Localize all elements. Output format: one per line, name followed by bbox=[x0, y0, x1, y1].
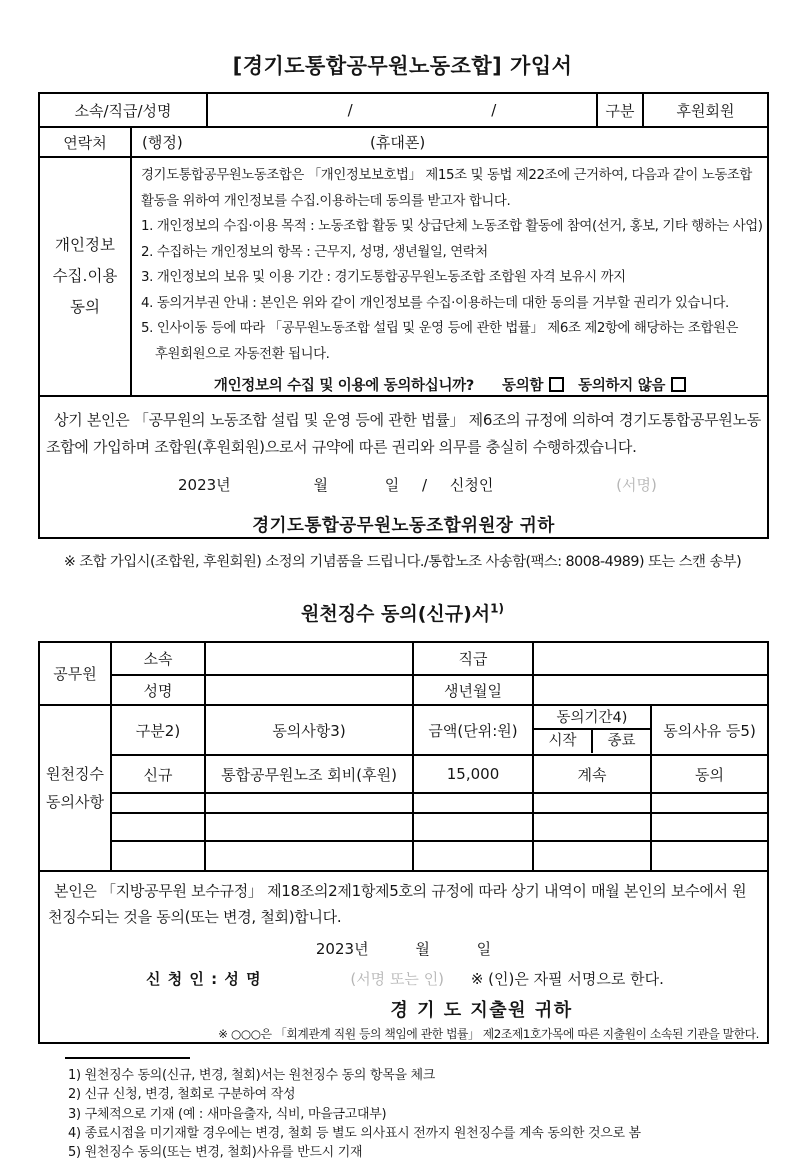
period-input-cell[interactable] bbox=[533, 813, 651, 841]
day-field[interactable]: 일 bbox=[476, 940, 492, 958]
amount-input-cell[interactable] bbox=[413, 793, 533, 813]
withholding-data-row bbox=[39, 755, 768, 793]
month-field[interactable]: 월 bbox=[313, 476, 328, 494]
consent-item-input-cell[interactable] bbox=[205, 841, 413, 871]
privacy-item-continuation: 후원회원으로 자동전환 됩니다. bbox=[155, 346, 330, 362]
dept-input-cell[interactable] bbox=[205, 642, 413, 675]
recipient-line: 경 기 도 지출원 귀하 bbox=[390, 1000, 573, 1021]
withholding-consent-text: 본인은 「지방공무원 보수규정」 제18조의2제1항제5호의 규정에 따라 상기 내역이 매월 본인의 보수에서 원천징수되는 것을 동의(또는 변경, 철회)합니다. bbox=[48, 882, 747, 926]
dept-rank-name-label: 소속/직급/성명 bbox=[39, 93, 207, 127]
contact-label: 연락처 bbox=[39, 127, 131, 157]
period-input-cell[interactable] bbox=[533, 793, 651, 813]
month-field[interactable]: 월 bbox=[415, 940, 430, 958]
period-start-header: 시작 bbox=[534, 730, 593, 753]
year-field[interactable]: 2023년 bbox=[315, 940, 369, 958]
form1-title: [경기도통합공무원노동조합] 가입서 bbox=[232, 54, 573, 78]
date-line bbox=[48, 938, 759, 959]
period-end-header: 종료 bbox=[607, 733, 636, 749]
amount-value: 15,000 bbox=[413, 755, 533, 793]
privacy-intro: 경기도통합공무원노동조합은 「개인정보보호법」 제15조 및 동법 제22조에 근거하여, 다음과 같이 노동조합 bbox=[141, 168, 752, 183]
disagree-label: 동의하지 않음 bbox=[578, 378, 666, 394]
footnote: 4) 종료시점을 미기재할 경우에는 변경, 철회 등 별도 의사표시 전까지 원천징수를 계속 동의한 것으로 봄 bbox=[68, 1125, 641, 1141]
member-type-label: 구분 bbox=[597, 93, 643, 127]
dept-label: 소속 bbox=[111, 642, 205, 675]
year-field[interactable]: 2023년 bbox=[178, 476, 231, 494]
recipient-line: 경기도통합공무원노동조합위원장 귀하 bbox=[252, 516, 555, 536]
member-type-value: 후원회원 bbox=[643, 93, 768, 127]
empty-row bbox=[39, 813, 768, 841]
disagree-checkbox[interactable] bbox=[671, 377, 686, 392]
mobile-phone-placeholder: (휴대폰) bbox=[370, 133, 426, 152]
name-label: 성명 bbox=[111, 675, 205, 705]
signature-line bbox=[48, 968, 759, 989]
pledge-cell bbox=[39, 396, 768, 538]
reason-header: 동의사유 등5) bbox=[651, 705, 768, 755]
footnote: 5) 원천징수 동의(또는 변경, 철회)사유를 반드시 기재 bbox=[68, 1145, 363, 1161]
footnote: 3) 구체적으로 기재 (예 : 새마을출자, 식비, 마을금고대부) bbox=[68, 1106, 387, 1122]
consent-item-header: 동의사항3) bbox=[205, 705, 413, 755]
reason-input-cell[interactable] bbox=[651, 813, 768, 841]
type-input-cell[interactable] bbox=[111, 793, 205, 813]
privacy-consent-label: 개인정보 수집.이용 동의 bbox=[39, 157, 131, 396]
pledge-text: 상기 본인은 「공무원의 노동조합 설립 및 운영 등에 관한 법률」 제6조의 규정에 의하여 경기도통합공무원노동조합에 가입하며 조합원(후원회원)으로서 규약에 따른 권리와 의무를 충실히 수행하겠습니다. bbox=[46, 411, 761, 456]
contact-input-cell[interactable] bbox=[131, 127, 768, 157]
official-label: 공무원 bbox=[39, 642, 111, 705]
consent-item-input-cell[interactable] bbox=[205, 813, 413, 841]
table-row bbox=[39, 871, 768, 1043]
period-input-cell[interactable] bbox=[533, 841, 651, 871]
table-header-row bbox=[39, 705, 768, 755]
type-input-cell[interactable] bbox=[111, 841, 205, 871]
table-row bbox=[39, 396, 768, 538]
amount-input-cell[interactable] bbox=[413, 813, 533, 841]
withholding-consent-cell bbox=[39, 871, 768, 1043]
day-field[interactable]: 일 bbox=[384, 476, 400, 494]
privacy-consent-question-row bbox=[141, 374, 759, 395]
signature-note: ※ (인)은 자필 서명으로 한다. bbox=[470, 970, 664, 988]
empty-row bbox=[39, 841, 768, 871]
privacy-item: 4. 동의거부권 안내 : 본인은 위와 같이 개인정보를 수집·이용하는데 대한 동의를 거부할 권리가 있습니다. bbox=[141, 295, 729, 311]
consent-question: 개인정보의 수집 및 이용에 동의하십니까? bbox=[213, 378, 474, 394]
agree-label: 동의함 bbox=[502, 378, 544, 394]
footnotes bbox=[68, 1066, 767, 1162]
privacy-notice-cell bbox=[131, 157, 768, 396]
privacy-item: 1. 개인정보의 수집·이용 목적 : 노동조합 활동 및 상급단체 노동조합 활동에 참여(선거, 홍보, 기타 행하는 사업) bbox=[141, 219, 763, 234]
applicant-name-label: 신 청 인 : 성 명 bbox=[146, 970, 262, 988]
signature-placeholder[interactable]: (서명) bbox=[616, 476, 657, 494]
slash-separator: / bbox=[347, 101, 353, 119]
agree-checkbox[interactable] bbox=[549, 377, 564, 392]
privacy-item: 5. 인사이동 등에 따라 「공무원노동조합 설립 및 운영 등에 관한 법률」 제6조 제2항에 해당하는 조합원은 bbox=[141, 321, 739, 336]
withholding-form-table bbox=[38, 641, 769, 1044]
rank-label: 직급 bbox=[413, 642, 533, 675]
form2-title: 원천징수 동의(신규)서$^{1)}$ bbox=[300, 601, 504, 625]
signature-placeholder[interactable]: (서명 또는 인) bbox=[350, 970, 445, 988]
privacy-intro: 활동을 위하여 개인정보를 수집.이용하는데 동의를 받고자 합니다. bbox=[141, 193, 511, 209]
footnote-marker: 1) bbox=[490, 601, 504, 616]
slash-separator: / bbox=[491, 101, 497, 119]
type-input-cell[interactable] bbox=[111, 813, 205, 841]
membership-form-table bbox=[38, 92, 769, 539]
footnote: 1) 원천징수 동의(신규, 변경, 철회)서는 원천징수 동의 항목을 체크 bbox=[68, 1068, 436, 1083]
amount-header: 금액(단위:원) bbox=[413, 705, 533, 755]
slash-separator: / bbox=[422, 476, 428, 494]
birthdate-input-cell[interactable] bbox=[533, 675, 768, 705]
reason-value: 동의 bbox=[651, 755, 768, 793]
birthdate-label: 생년월일 bbox=[413, 675, 533, 705]
type-value: 신규 bbox=[111, 755, 205, 793]
date-signature-line bbox=[46, 474, 761, 495]
dept-rank-name-input-cell[interactable] bbox=[207, 93, 597, 127]
page bbox=[38, 0, 767, 1162]
consent-period-header: 동의기간4) 시작 종료 bbox=[533, 705, 651, 755]
table-row bbox=[39, 127, 768, 157]
name-input-cell[interactable] bbox=[205, 675, 413, 705]
applicant-label: 신청인 bbox=[449, 476, 494, 494]
reason-input-cell[interactable] bbox=[651, 793, 768, 813]
withholding-consent-label: 원천징수 동의사항 bbox=[39, 705, 111, 871]
period-value: 계속 bbox=[533, 755, 651, 793]
membership-note: ※ 조합 가입시(조합원, 후원회원) 소정의 기념품을 드립니다./통합노조 사송함(팩스: 8008-4989) 또는 스캔 송부) bbox=[63, 554, 742, 570]
reason-input-cell[interactable] bbox=[651, 841, 768, 871]
footnote: 2) 신규 신청, 변경, 철회로 구분하여 작성 bbox=[68, 1087, 296, 1103]
table-row bbox=[39, 675, 768, 705]
table-row bbox=[39, 642, 768, 675]
footnote-separator bbox=[65, 1057, 190, 1059]
amount-input-cell[interactable] bbox=[413, 841, 533, 871]
office-phone-placeholder: (행정) bbox=[142, 133, 183, 152]
empty-row bbox=[39, 793, 768, 813]
privacy-item: 3. 개인정보의 보유 및 이용 기간 : 경기도통합공무원노동조합 조합원 자격 보유시 까지 bbox=[141, 270, 626, 285]
consent-item-value: 통합공무원노조 회비(후원) bbox=[205, 755, 413, 793]
type-header: 구분2) bbox=[111, 705, 205, 755]
table-row bbox=[39, 93, 768, 127]
recipient-note: ※ ○○○은 「회계관계 직원 등의 책임에 관한 법률」 제2조제1호가목에 따른 지출원이 소속된 기관을 말한다. bbox=[218, 1027, 760, 1041]
rank-input-cell[interactable] bbox=[533, 642, 768, 675]
privacy-item: 2. 수집하는 개인정보의 항목 : 근무지, 성명, 생년월일, 연락처 bbox=[141, 244, 488, 260]
table-row bbox=[39, 157, 768, 396]
consent-item-input-cell[interactable] bbox=[205, 793, 413, 813]
